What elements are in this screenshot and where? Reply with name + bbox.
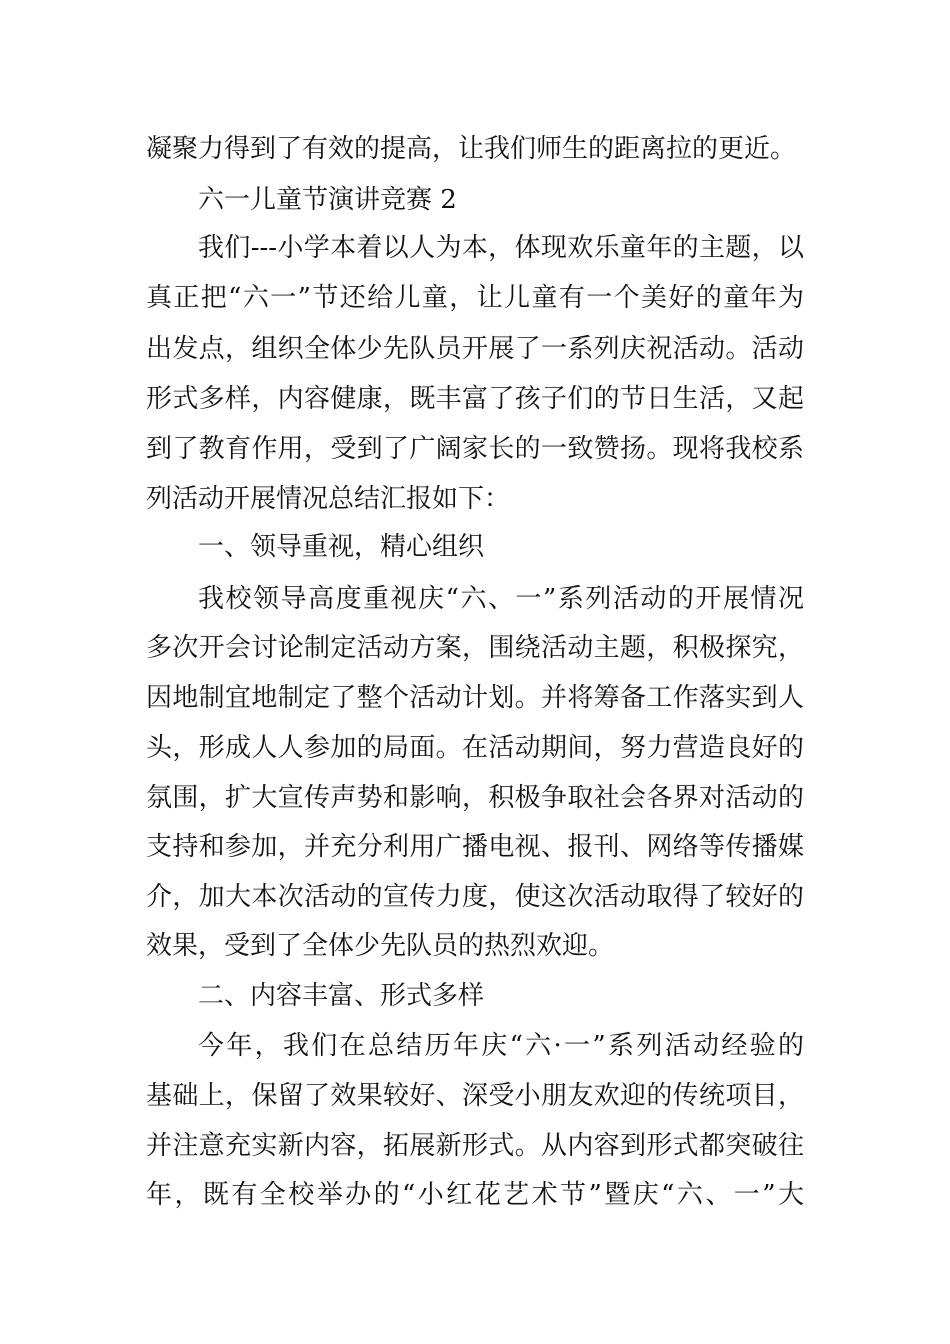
paragraph-line: 出发点，组织全体少先队员开展了一系列庆祝活动。活动 [146,334,804,364]
text-line [0,175,950,225]
text-line [0,522,950,572]
paragraph-tail: 凝聚力得到了有效的提高，让我们师生的距离拉的更近。 [146,134,797,164]
paragraph-line: 我校领导高度重视庆“六、一”系列活动的开展情况 [198,584,804,614]
paragraph-line: 介，加大本次活动的宣传力度，使这次活动取得了较好的 [146,882,804,912]
text-line [0,1170,950,1220]
text-line [0,1021,950,1071]
text-line [0,324,950,374]
paragraph-tail: 列活动开展情况总结汇报如下： [146,484,511,514]
text-line [0,773,950,823]
section-heading: 一、领导重视，精心组织 [198,532,485,562]
paragraph-line: 头，形成人人参加的局面。在活动期间，努力营造良好的 [146,733,804,763]
section-title: 六一儿童节演讲竞赛 2 [198,185,457,215]
text-line [0,822,950,872]
text-line [0,623,950,673]
paragraph-line: 到了教育作用，受到了广阔家长的一致赞扬。现将我校系 [146,434,804,464]
text-line [0,273,950,323]
paragraph-line: 年，既有全校举办的“小红花艺术节”暨庆“六、一”大 [146,1180,804,1210]
text-line [0,971,950,1021]
section-heading: 二、内容丰富、形式多样 [198,981,485,1011]
paragraph-line: 真正把“六一”节还给儿童，让儿童有一个美好的童年为 [146,283,804,313]
text-line [0,673,950,723]
paragraph-line: 多次开会讨论制定活动方案，围绕活动主题，积极探究， [146,633,804,663]
text-line [0,1071,950,1121]
text-line [0,474,950,524]
paragraph-line: 形式多样，内容健康，既丰富了孩子们的节日生活，又起 [146,384,804,414]
text-line [0,124,950,174]
paragraph-line: 支持和参加，并充分利用广播电视、报刊、网络等传播媒 [146,832,804,862]
paragraph-line: 今年，我们在总结历年庆“六·一”系列活动经验的 [198,1031,804,1061]
text-line [0,223,950,273]
paragraph-line: 氛围，扩大宣传声势和影响，积极争取社会各界对活动的 [146,783,804,813]
text-line [0,574,950,624]
text-line [0,1121,950,1171]
text-line [0,921,950,971]
text-line [0,424,950,474]
text-line [0,374,950,424]
paragraph-line: 基础上，保留了效果较好、深受小朋友欢迎的传统项目， [146,1081,804,1111]
text-line [0,723,950,773]
paragraph-line: 并注意充实新内容，拓展新形式。从内容到形式都突破往 [146,1131,804,1161]
text-line [0,872,950,922]
paragraph-line: 我们---小学本着以人为本，体现欢乐童年的主题，以 [198,233,804,263]
paragraph-line: 因地制宜地制定了整个活动计划。并将筹备工作落实到人 [146,683,804,713]
paragraph-tail: 效果，受到了全体少先队员的热烈欢迎。 [146,931,615,961]
